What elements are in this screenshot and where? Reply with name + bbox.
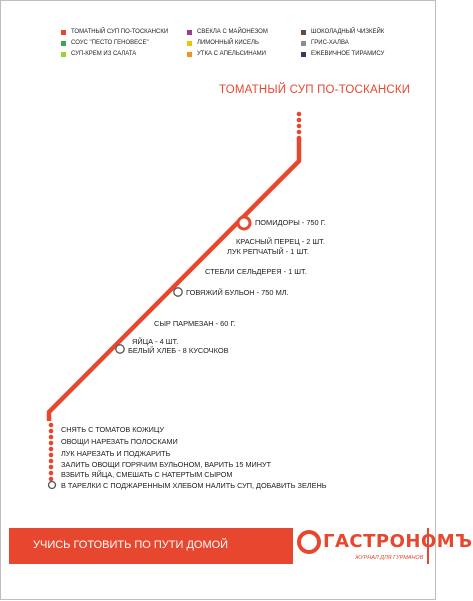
station-dot <box>228 238 232 242</box>
route-line <box>49 138 299 421</box>
station-label-parmesan: СЫР ПАРМЕЗАН - 60 Г. <box>154 319 236 328</box>
step-label-2: ОВОЩИ НАРЕЗАТЬ ПОЛОСКАМИ <box>61 437 178 446</box>
step-label-3: ЛУК НАРЕЗАТЬ И ПОДЖАРИТЬ <box>61 449 171 458</box>
station-label-red-pepper: КРАСНЫЙ ПЕРЕЦ - 2 ШТ. <box>236 237 325 246</box>
brand-tagline: ЖУРНАЛ ДЛЯ ГУРМАНОВ <box>355 555 424 561</box>
legend-label: ЕЖЕВИЧНОЕ ТИРАМИСУ <box>311 51 385 57</box>
station-label-broth: ГОВЯЖИЙ БУЛЬОН - 750 МЛ. <box>186 288 289 297</box>
footer-slogan: УЧИСЬ ГОТОВИТЬ ПО ПУТИ ДОМОЙ <box>33 539 229 551</box>
route-dot <box>49 477 54 482</box>
legend-label: СУП-КРЕМ ИЗ САЛАТА <box>71 51 137 57</box>
route-dot <box>49 447 54 452</box>
route-start-dots <box>297 112 302 141</box>
route-dot <box>297 124 302 129</box>
legend-label: ШОКОЛАДНЫЙ ЧИЗКЕЙК <box>311 29 385 35</box>
route-dot <box>49 423 54 428</box>
station-transfer-marker <box>116 345 124 353</box>
step-label-1: СНЯТЬ С ТОМАТОВ КОЖИЦУ <box>61 425 164 434</box>
legend-label: СВЕКЛА С МАЙОНЕЗОМ <box>197 29 268 35</box>
station-dot <box>198 269 202 273</box>
station-label-eggs: ЯЙЦА - 4 ШТ. <box>132 337 179 346</box>
route-dot <box>49 435 54 440</box>
route-map <box>1 1 437 601</box>
station-dot <box>147 320 151 324</box>
legend-label: УТКА С АПЕЛЬСИНАМИ <box>197 51 266 57</box>
route-end-dots <box>49 423 54 482</box>
station-transfer-marker <box>174 288 182 296</box>
station-dot <box>220 247 224 251</box>
legend-label: ТОМАТНЫЙ СУП ПО-ТОСКАНСКИ <box>71 29 169 35</box>
station-label-celery: СТЕБЛИ СЕЛЬДЕРЕЯ - 1 ШТ. <box>205 267 307 276</box>
station-label-bread: БЕЛЫЙ ХЛЕБ - 8 КУСОЧКОВ <box>128 346 229 355</box>
route-dot <box>49 465 54 470</box>
step-label-4: ЗАЛИТЬ ОВОЩИ ГОРЯЧИМ БУЛЬОНОМ, ВАРИТЬ 15 МИНУТ <box>61 460 272 469</box>
route-dot <box>49 471 54 476</box>
route-dot <box>297 130 302 135</box>
route-dot <box>49 459 54 464</box>
route-dot <box>297 118 302 123</box>
legend-label: ЛИМОННЫЙ КИСЕЛЬ <box>197 40 259 46</box>
brand-logo <box>293 526 473 566</box>
route-title: ТОМАТНЫЙ СУП ПО-ТОСКАНСКИ <box>219 84 411 96</box>
station-marker-large <box>238 217 250 229</box>
station-label-tomatoes: ПОМИДОРЫ - 750 Г. <box>255 218 326 227</box>
station-label-onion: ЛУК РЕПЧАТЫЙ - 1 ШТ. <box>227 247 309 256</box>
route-dot <box>49 453 54 458</box>
route-dot <box>49 429 54 434</box>
route-dot <box>297 112 302 117</box>
footer-banner <box>9 528 473 564</box>
brand-ring-icon <box>297 530 321 554</box>
legend-label: СОУС "ПЕСТО ГЕНОВЕСЕ" <box>71 40 149 46</box>
route-dot <box>49 441 54 446</box>
step-label-5: ВЗБИТЬ ЯЙЦА, СМЕШАТЬ С НАТЕРТЫМ СЫРОМ <box>61 470 233 479</box>
brand-name: ГАСТРОНОМЪ <box>323 531 473 552</box>
final-station-marker <box>49 482 56 489</box>
station-dot <box>125 341 129 345</box>
step-label-6: В ТАРЕЛКИ С ПОДЖАРЕННЫМ ХЛЕБОМ НАЛИТЬ СУП, ДОБАВИТЬ ЗЕЛЕНЬ <box>61 481 327 490</box>
legend-label: ГРИС-ХАЛВА <box>311 40 349 46</box>
